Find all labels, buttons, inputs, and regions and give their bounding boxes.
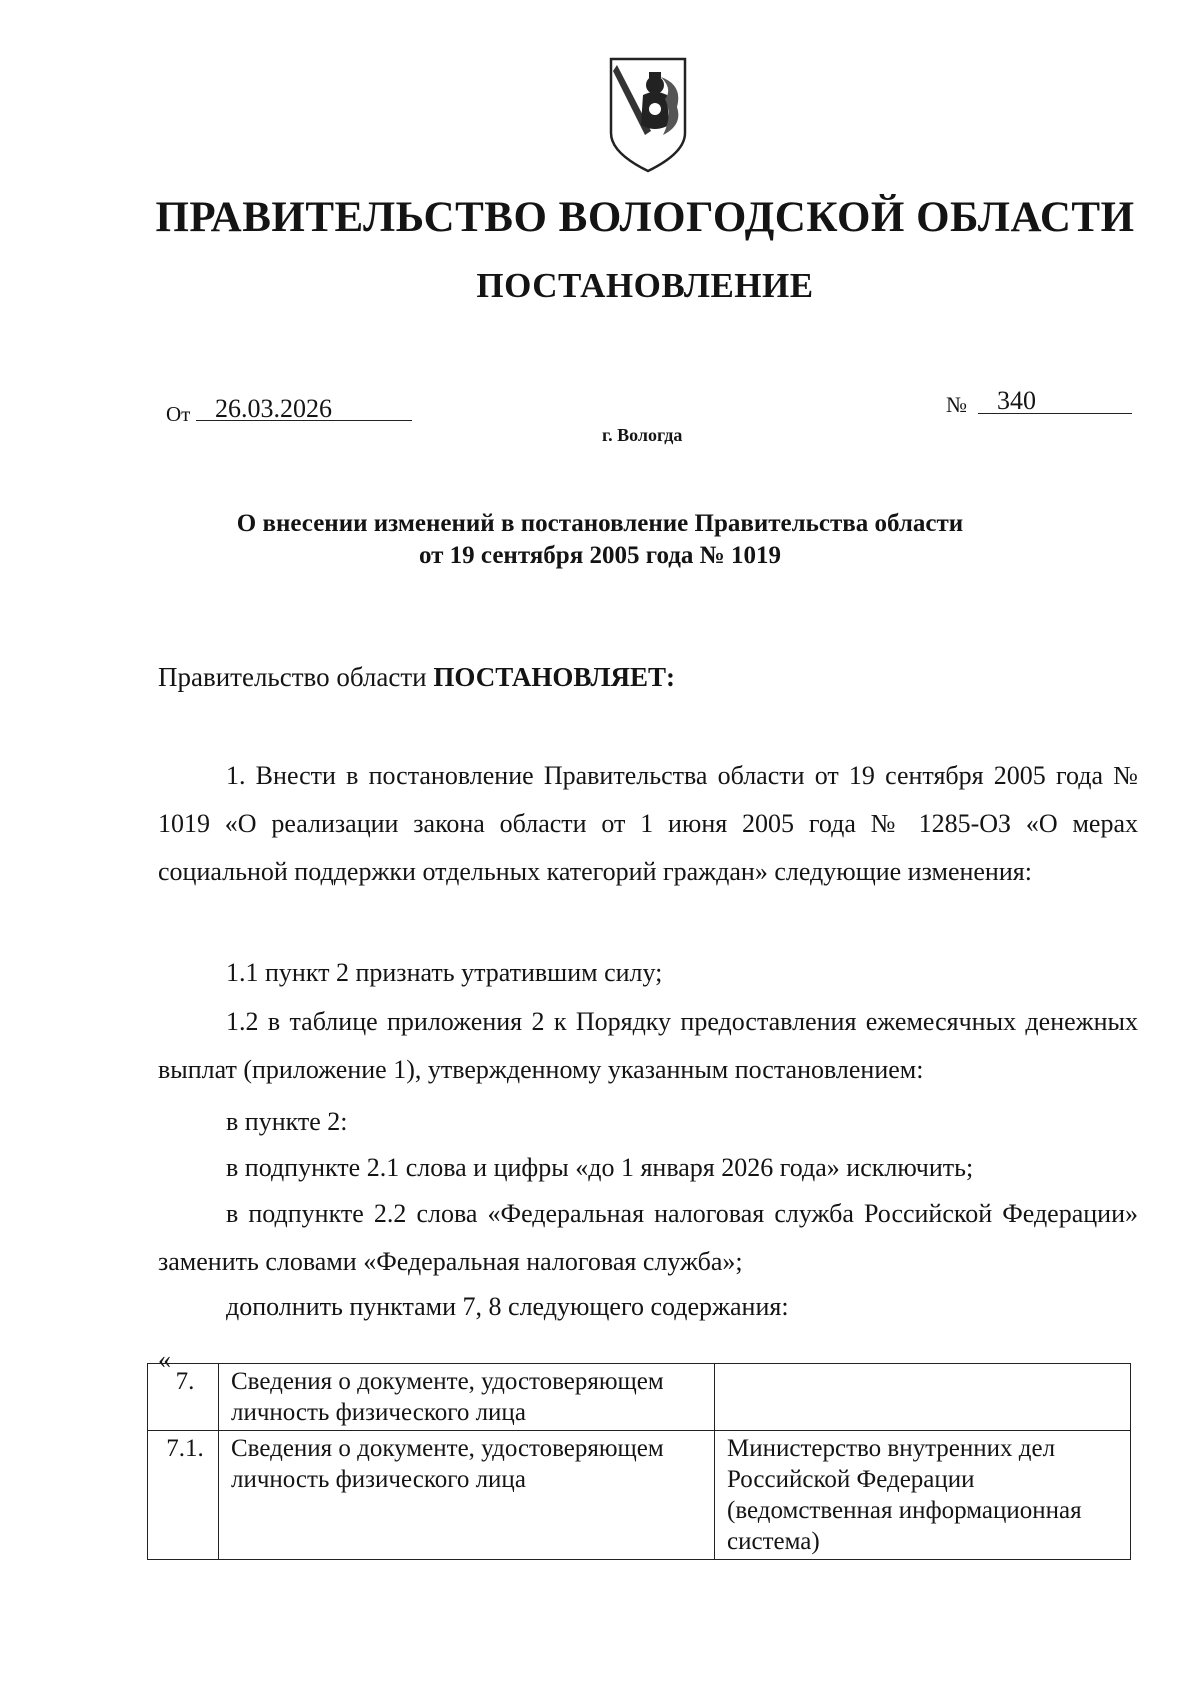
number-underline: [978, 413, 1132, 414]
item-1-1: 1.1 пункт 2 признать утратившим силу;: [226, 958, 663, 987]
document-subject: [150, 508, 1050, 572]
row-number: 7.1.: [148, 1431, 219, 1560]
amendment-table: [147, 1363, 1131, 1560]
number-label: №: [946, 392, 967, 417]
item-1-2: 1.2 в таблице приложения 2 к Порядку предоставления ежемесячных денежных выплат (приложение 1), утвержденному указанным постановлением:: [158, 1007, 1138, 1084]
preamble-decree-word: ПОСТАНОВЛЯЕТ:: [433, 662, 675, 692]
item-1: 1. Внести в постановление Правительства области от 19 сентября 2005 года № 1019 «О реализации закона области от 1 июня 2005 года № 1285-ОЗ «О мерах социальной поддержки отдельных категорий граждан» следующие изменения:: [158, 761, 1138, 886]
in-point-2: в пункте 2:: [226, 1107, 348, 1136]
row-number: 7.: [148, 1364, 219, 1431]
preamble-text: Правительство области: [158, 662, 427, 692]
subpoint-2-1: в подпункте 2.1 слова и цифры «до 1 января 2026 года» исключить;: [226, 1153, 974, 1182]
document-type: ПОСТАНОВЛЕНИЕ: [476, 266, 814, 305]
organization-title: ПРАВИТЕЛЬСТВО ВОЛОГОДСКОЙ ОБЛАСТИ: [155, 194, 1135, 241]
subject-line-2: от 19 сентября 2005 года № 1019: [418, 542, 782, 569]
date-label: От: [166, 402, 191, 426]
table-row: [148, 1364, 1131, 1431]
vologda-coat-of-arms-icon: [603, 55, 693, 175]
preamble: [158, 662, 675, 693]
date-underline: [196, 420, 412, 421]
subject-line-1: О внесении изменений в постановление Правительства области: [236, 510, 964, 537]
table-row: [148, 1431, 1131, 1560]
open-quote: «: [158, 1345, 171, 1374]
document-number: 340: [997, 386, 1036, 415]
row-name: Сведения о документе, удостоверяющем личность физического лица: [219, 1364, 715, 1431]
document-date: 26.03.2026: [215, 394, 332, 423]
subpoint-2-2: в подпункте 2.2 слова «Федеральная налоговая служба Российской Федерации» заменить словами «Федеральная налоговая служба»;: [158, 1199, 1138, 1276]
city: г. Вологда: [602, 425, 683, 445]
row-source: [715, 1364, 1131, 1431]
row-name: Сведения о документе, удостоверяющем личность физического лица: [219, 1431, 715, 1560]
add-points: дополнить пунктами 7, 8 следующего содержания:: [226, 1292, 789, 1321]
row-source: Министерство внутренних дел Российской Федерации (ведомственная информационная система): [715, 1431, 1131, 1560]
